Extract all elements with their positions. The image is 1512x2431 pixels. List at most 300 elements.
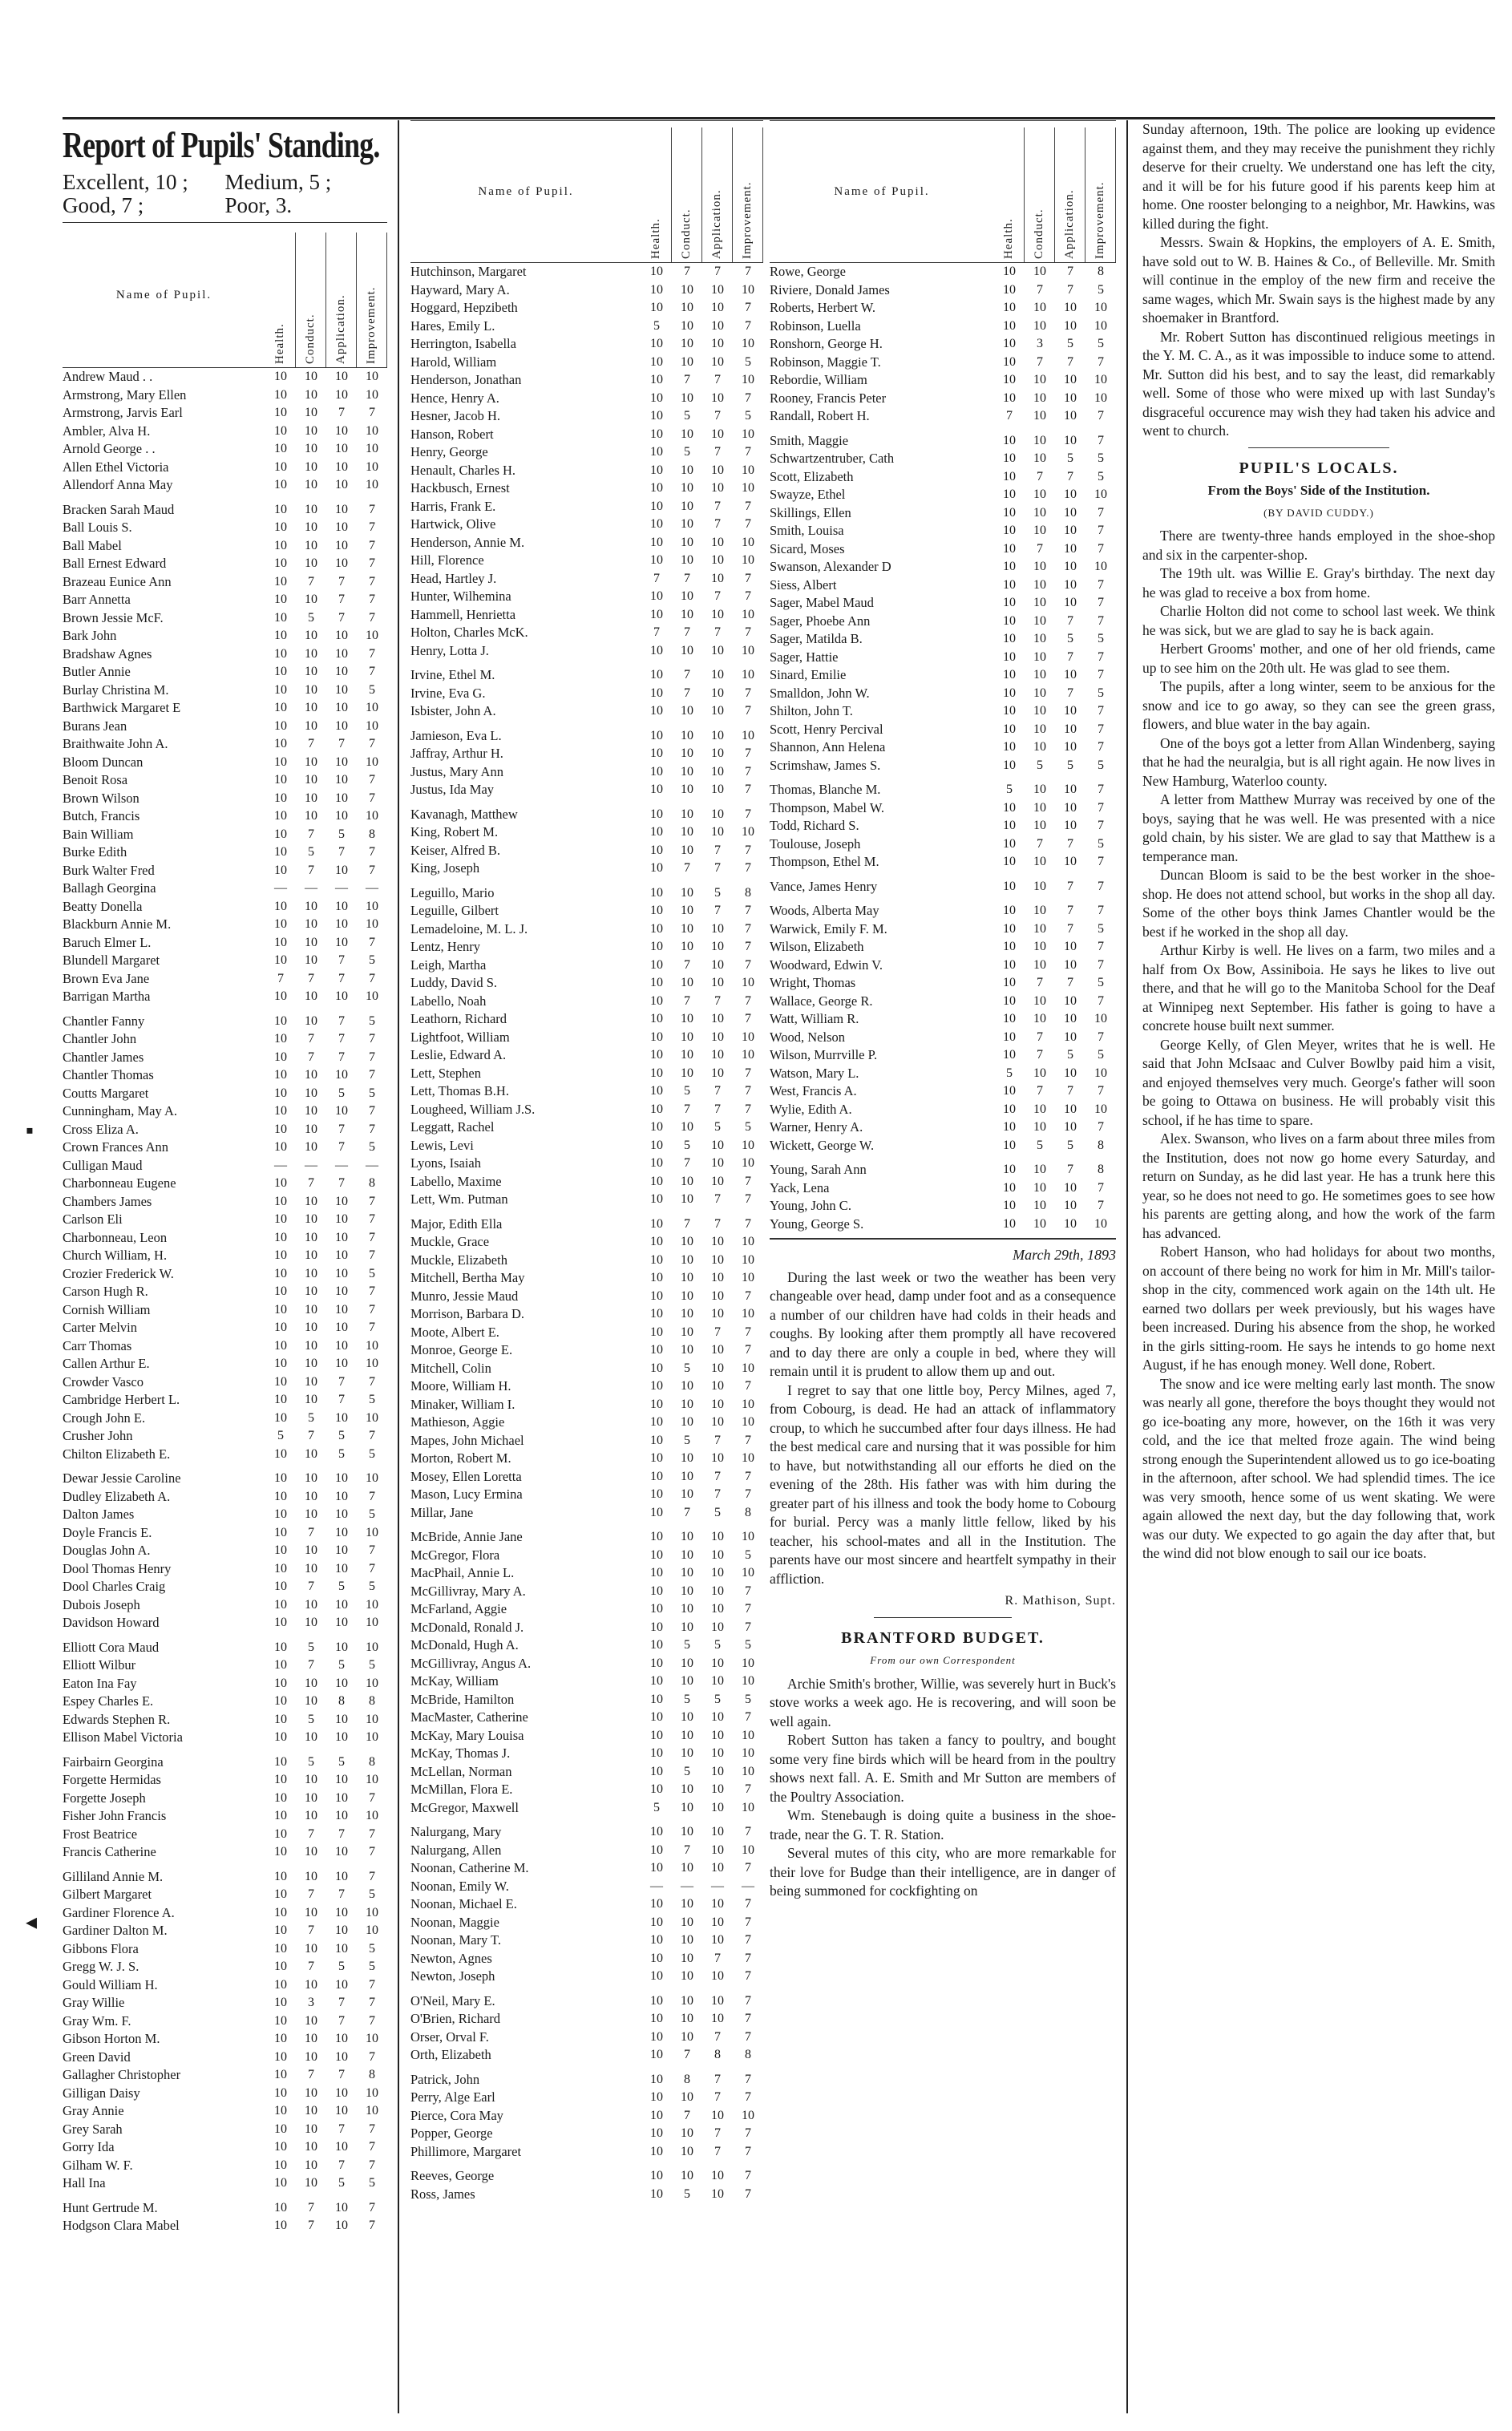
improvement-score: 7 (369, 1194, 375, 1208)
improvement-score: 7 (745, 921, 751, 936)
pupil-name: MacMaster, Catherine (410, 1709, 528, 1725)
pupil-name: Baruch Elmer L. (63, 934, 152, 950)
pupil-name: Muckle, Grace (410, 1234, 490, 1249)
conduct-score: 10 (1033, 800, 1046, 815)
pupil-name: Perry, Alge Earl (410, 2089, 495, 2105)
application-score: 7 (338, 1887, 345, 1901)
table-row (410, 2089, 763, 2107)
conduct-score: 10 (1033, 819, 1046, 832)
improvement-score: 10 (366, 917, 378, 931)
application-score: 5 (714, 1505, 721, 1519)
conduct-score: 10 (305, 1446, 317, 1461)
pupil-name: Barr Annetta (63, 592, 131, 607)
table-row (63, 2066, 387, 2085)
health-score: 10 (650, 1602, 663, 1616)
improvement-score: 7 (745, 957, 751, 972)
health-score: 10 (274, 387, 287, 402)
health-score: 10 (274, 1754, 287, 1769)
pupil-name: Noonan, Mary T. (410, 1932, 502, 1948)
pupil-name: Gray Wm. F. (63, 2012, 131, 2029)
pupil-name: Braithwaite John A. (63, 736, 168, 751)
improvement-score: 7 (369, 791, 375, 805)
improvement-score: 7 (369, 1429, 375, 1442)
pupil-name: King, Joseph (410, 860, 480, 876)
pupil-name: Carter Melvin (63, 1320, 138, 1335)
table-row (770, 993, 1116, 1011)
conduct-score: 10 (681, 1728, 693, 1742)
pupil-name: Leguillo, Mario (410, 884, 495, 900)
pupil-name: Crowder Vasco (63, 1373, 144, 1389)
conduct-score: 10 (305, 370, 317, 383)
application-score: 10 (335, 1471, 348, 1485)
improvement-score: 7 (745, 1969, 751, 1983)
improvement-score: 7 (369, 1543, 375, 1557)
table-row (63, 1030, 387, 1049)
improvement-score: 7 (369, 1869, 375, 1883)
improvement-score: 10 (366, 2104, 378, 2118)
table-row (63, 771, 387, 790)
pupil-name: Hanson, Robert (410, 426, 494, 442)
health-score: 10 (1003, 524, 1016, 537)
conduct-score: 8 (684, 2072, 690, 2086)
conduct-score: 10 (305, 1374, 317, 1389)
health-score: 10 (1003, 1216, 1016, 1231)
improvement-score: 7 (369, 1489, 375, 1503)
pupil-name: Butler Annie (63, 664, 131, 679)
table-row (63, 1427, 387, 1446)
pupil-name: Hunter, Wilhemina (410, 589, 511, 604)
application-score: 10 (335, 1489, 348, 1503)
table-row (63, 1675, 387, 1693)
pupil-name: Lett, Thomas B.H. (410, 1083, 509, 1098)
conduct-score: 10 (681, 1343, 693, 1357)
improvement-score: 7 (369, 1374, 375, 1389)
conduct-score: 10 (681, 1379, 693, 1393)
improvement-score: 7 (745, 1584, 751, 1598)
application-score: 10 (1064, 800, 1077, 815)
pupil-name: Chantler James (63, 1049, 144, 1065)
table-row (770, 281, 1116, 300)
table-row (770, 1137, 1116, 1155)
application-score: 10 (711, 1584, 724, 1598)
conduct-score: 10 (681, 1252, 693, 1267)
brantford-headline: BRANTFORD BUDGET. (841, 1628, 1045, 1647)
health-score: 10 (274, 1773, 287, 1786)
application-score: 5 (338, 1580, 345, 1593)
table-row (63, 423, 387, 441)
table-row (63, 988, 387, 1006)
health-score: 10 (650, 2144, 663, 2158)
application-score: 7 (714, 1102, 721, 1116)
application-score: 8 (714, 2048, 721, 2061)
conduct-score: 10 (681, 1029, 693, 1044)
application-score: 5 (714, 1120, 721, 1134)
application-score: 7 (714, 861, 721, 875)
pupil-name: Reeves, George (410, 2168, 495, 2183)
locals-paragraph: Arthur Kirby is well. He lives on a farm, two miles and a half from Ox Bow, Assiniboia. He says he likes to live out there, and that he will go to the Manitoba School for the Deaf at Winnipeg next September. His father is going to have a concrete house built next summer. (1142, 942, 1495, 1033)
health-score: 10 (274, 1694, 287, 1708)
application-score: — (335, 1158, 348, 1172)
improvement-score: 10 (1094, 487, 1107, 501)
table-row (410, 745, 763, 763)
table-row (410, 2186, 763, 2204)
table-row (410, 1691, 763, 1709)
pupil-name: Bracken Sarah Maud (63, 501, 175, 517)
health-score: 10 (650, 940, 663, 953)
improvement-score: 7 (745, 686, 751, 700)
health-score: 10 (650, 1861, 663, 1875)
table-row (410, 1504, 763, 1523)
health-score: 10 (274, 538, 287, 552)
pupil-name: Ball Louis S. (63, 520, 132, 535)
improvement-score: 7 (1098, 957, 1104, 972)
health-score: 10 (274, 1977, 287, 1992)
application-score: 10 (335, 2104, 348, 2118)
improvement-score: 7 (369, 1561, 375, 1575)
health-score: 10 (650, 535, 663, 549)
conduct-score: 10 (305, 1790, 317, 1805)
improvement-score: 5 (1098, 282, 1104, 297)
improvement-score: 7 (745, 861, 751, 875)
improvement-score: 10 (742, 976, 754, 989)
improvement-score: 10 (1094, 1012, 1107, 1025)
scale-excellent: Excellent, 10 ; (63, 170, 188, 194)
conduct-score: 10 (681, 2126, 693, 2140)
health-score: 10 (274, 2140, 287, 2154)
divider (874, 1617, 1013, 1618)
pupil-name: Allendorf Anna May (63, 477, 173, 492)
improvement-score: 7 (1098, 596, 1104, 609)
locals-paragraph: Robert Hanson, who had holidays for about two months, on account of there being no work for him in Mr. Mill's tailor-shop in the city, commenced work again on the 14th ult. He earned two dollars per week previously, but his wages have been increased. During his absence from the shop, he worked in the girls sitting-room. He says he intends to go home next August, if he has enough money. Well done, Robert. (1142, 1244, 1495, 1373)
table-row (410, 1878, 763, 1896)
health-score: 10 (274, 478, 287, 491)
improvement-score: 7 (1098, 577, 1104, 592)
health-score: 10 (650, 481, 663, 495)
application-score: 10 (711, 1012, 724, 1025)
health-score: 10 (1003, 819, 1016, 832)
pupil-name: Grey Sarah (63, 2121, 123, 2137)
application-score: 10 (711, 668, 724, 682)
conduct-score: 7 (684, 625, 690, 639)
health-score: 10 (274, 1284, 287, 1298)
pupil-name: Lett, Wm. Putman (410, 1191, 508, 1207)
pupil-name: Brown Wilson (63, 790, 139, 806)
pupil-name: Gardiner Florence A. (63, 1904, 175, 1920)
health-score: 10 (274, 1658, 287, 1672)
conduct-score: — (305, 1158, 317, 1172)
health-score: 10 (274, 2158, 287, 2172)
pupil-name: Kavanagh, Matthew (410, 806, 518, 822)
table-row (410, 1269, 763, 1288)
application-score: 7 (338, 1122, 345, 1136)
table-row (410, 1600, 763, 1619)
improvement-score: 10 (742, 1530, 754, 1543)
improvement-score: 7 (1098, 1199, 1104, 1212)
health-score: 10 (274, 1068, 287, 1082)
conduct-score: 10 (305, 2176, 317, 2190)
conduct-score: 7 (308, 2068, 314, 2081)
pupil-name: Ronshorn, George H. (770, 336, 883, 351)
table-row (410, 1486, 763, 1504)
locals-paragraph: One of the boys got a letter from Allan Windenberg, saying that he had the neuralgia, but is all right again. He now lives in New Hamburg, Waterloo county. (1142, 734, 1495, 789)
standing-table-3 (770, 263, 1116, 1233)
application-score: 10 (711, 1602, 724, 1616)
application-score: 10 (711, 825, 724, 839)
application-score: 7 (338, 1176, 345, 1190)
conduct-score: 10 (305, 1489, 317, 1503)
pupil-name: Dool Thomas Henry (63, 1560, 172, 1576)
application-score: 10 (711, 1156, 724, 1170)
health-score: 10 (1003, 940, 1016, 953)
application-score: 7 (714, 265, 721, 278)
table-row (410, 860, 763, 878)
table-row (63, 1373, 387, 1392)
pupil-name: Gibbons Flora (63, 1940, 139, 1956)
improvement-score: 7 (369, 593, 375, 606)
health-score: 10 (650, 390, 663, 405)
application-score: 10 (711, 1361, 724, 1375)
improvement-score: 10 (742, 1451, 754, 1465)
health-score: 10 (650, 1048, 663, 1062)
health-score: 10 (274, 1905, 287, 1919)
improvement-score: 7 (745, 589, 751, 603)
improvement-score: 10 (742, 463, 754, 477)
health-score: 10 (1003, 704, 1016, 718)
improvement-score: 5 (1098, 976, 1104, 989)
conduct-score: 10 (681, 318, 693, 333)
application-score: 5 (1067, 451, 1073, 465)
conduct-score: 10 (305, 718, 317, 733)
conduct-score: 10 (681, 1048, 693, 1062)
scale-good: Good, 7 ; (63, 193, 144, 217)
health-score: 10 (650, 957, 663, 972)
improvement-score: 7 (745, 1325, 751, 1339)
table-row (770, 1197, 1116, 1216)
application-score: 7 (338, 2068, 345, 2081)
table-header (410, 120, 763, 263)
conduct-score: 10 (305, 899, 317, 913)
health-score: 10 (274, 701, 287, 714)
improvement-score: 7 (1098, 904, 1104, 917)
improvement-score: 10 (366, 701, 378, 714)
table-row (410, 1137, 763, 1155)
conduct-score: 5 (308, 1640, 314, 1654)
pupil-name: Crough John E. (63, 1410, 146, 1426)
application-score: 10 (335, 1543, 348, 1557)
table-row (770, 685, 1116, 703)
pupil-name: Hammell, Henrietta (410, 606, 516, 622)
pupil-name: Lougheed, William J.S. (410, 1101, 536, 1117)
pupil-name: Forgette Joseph (63, 1790, 146, 1806)
application-score: 10 (711, 976, 724, 989)
application-score: 10 (711, 1066, 724, 1080)
pupil-name: Todd, Richard S. (770, 818, 859, 833)
pupil-name: Hall Ina (63, 2175, 106, 2190)
conduct-score: 10 (305, 1068, 317, 1082)
header-health: Health. (265, 233, 296, 367)
application-score: 10 (711, 1451, 724, 1465)
table-row (410, 1763, 763, 1782)
application-score: 7 (714, 1469, 721, 1483)
improvement-score: 7 (1098, 354, 1104, 369)
improvement-score: 7 (745, 625, 751, 639)
improvement-score: 7 (745, 2090, 751, 2104)
application-score: 7 (1067, 469, 1073, 483)
improvement-score: 7 (1098, 1029, 1104, 1044)
health-score: 10 (1003, 487, 1016, 501)
health-score: 10 (1003, 390, 1016, 405)
conduct-score: 10 (681, 517, 693, 531)
improvement-score: 10 (366, 1730, 378, 1744)
health-score: 10 (650, 1692, 663, 1706)
table-row (410, 606, 763, 625)
health-score: 10 (1003, 577, 1016, 592)
application-score: 10 (711, 1915, 724, 1929)
conduct-score: 10 (305, 1773, 317, 1786)
standing-column-3 (770, 120, 1116, 1901)
application-score: 7 (1067, 976, 1073, 989)
application-score: 10 (335, 754, 348, 769)
conduct-score: 10 (681, 427, 693, 441)
health-score: 10 (274, 1446, 287, 1461)
application-score: 10 (1064, 524, 1077, 537)
health-score: 10 (274, 2085, 287, 2100)
application-score: 7 (714, 1951, 721, 1965)
pupil-name: Hodgson Clara Mabel (63, 2218, 180, 2233)
pupil-name: Hartwick, Olive (410, 516, 496, 532)
health-score: 10 (274, 1410, 287, 1425)
pupil-name: Monroe, George E. (410, 1342, 513, 1357)
health-score: 10 (1003, 560, 1016, 573)
application-score: 7 (1067, 1084, 1073, 1098)
application-score: 7 (714, 843, 721, 857)
column-rule (398, 120, 399, 2413)
table-row (410, 263, 763, 281)
conduct-score: 10 (1033, 524, 1046, 537)
conduct-score: 7 (308, 971, 314, 985)
application-score: 10 (335, 863, 348, 877)
pupil-name: Hayward, Mary A. (410, 281, 510, 297)
improvement-score: 7 (745, 904, 751, 917)
improvement-score: 10 (366, 1773, 378, 1786)
conduct-score: 7 (684, 1102, 690, 1116)
application-score: 10 (1064, 409, 1077, 423)
table-row (770, 902, 1116, 920)
table-row (410, 516, 763, 534)
conduct-score: 10 (681, 1993, 693, 2008)
pupil-name: Watt, William R. (770, 1011, 859, 1026)
pupil-name: Leathorn, Richard (410, 1011, 507, 1026)
conduct-score: 10 (681, 643, 693, 657)
application-score: 7 (714, 373, 721, 386)
table-row (410, 1799, 763, 1818)
improvement-score: 7 (369, 1321, 375, 1334)
table-row (63, 459, 387, 477)
improvement-score: 7 (745, 2029, 751, 2044)
health-score: 10 (1003, 1120, 1016, 1134)
table-row (410, 299, 763, 318)
application-score: 10 (335, 1640, 348, 1654)
application-score: 7 (1067, 354, 1073, 369)
health-score: 10 (650, 861, 663, 875)
conduct-score: 10 (681, 1307, 693, 1321)
table-row (770, 817, 1116, 835)
improvement-score: 10 (366, 2032, 378, 2045)
table-row (63, 1283, 387, 1301)
improvement-score: 7 (1098, 879, 1104, 893)
health-score: 10 (650, 704, 663, 718)
table-row (63, 970, 387, 989)
health-score: 10 (650, 807, 663, 821)
conduct-score: 10 (681, 1969, 693, 1983)
pupil-name: Wylie, Edith A. (770, 1101, 852, 1117)
pupil-name: Young, George S. (770, 1216, 864, 1232)
conduct-score: 10 (681, 2012, 693, 2025)
improvement-score: 10 (1094, 560, 1107, 573)
pupil-name: Scrimshaw, James S. (770, 757, 881, 773)
application-score: 10 (711, 282, 724, 297)
conduct-score: 7 (684, 373, 690, 386)
table-row (410, 407, 763, 426)
health-score: 10 (274, 1176, 287, 1190)
application-score: 10 (1064, 722, 1077, 736)
health-score: 10 (650, 1487, 663, 1501)
conduct-score: 10 (305, 1597, 317, 1612)
pupil-name: Coutts Margaret (63, 1085, 149, 1101)
health-score: 10 (1003, 1029, 1016, 1044)
table-row (63, 934, 387, 953)
pupil-name: Gray Willie (63, 1995, 125, 2010)
improvement-score: 7 (1098, 819, 1104, 832)
improvement-score: 7 (369, 1068, 375, 1082)
improvement-score: 5 (369, 1507, 375, 1521)
health-score: 10 (1003, 505, 1016, 520)
conduct-score: 7 (1037, 976, 1043, 989)
application-score: 7 (714, 589, 721, 603)
conduct-score: 10 (305, 1941, 317, 1956)
pupil-name: Isbister, John A. (410, 703, 496, 718)
application-score: 10 (335, 1597, 348, 1612)
header-improvement: Improvement. (733, 127, 763, 262)
improvement-score: 7 (745, 1288, 751, 1303)
health-score: 10 (650, 843, 663, 857)
pupil-name: Burans Jean (63, 718, 127, 734)
table-row (410, 884, 763, 903)
table-row (770, 540, 1116, 559)
application-score: 10 (711, 921, 724, 936)
application-score: 10 (335, 665, 348, 678)
conduct-score: 7 (308, 2200, 314, 2215)
improvement-score: 7 (745, 517, 751, 531)
health-score: 10 (650, 1252, 663, 1267)
improvement-score: 8 (745, 885, 751, 900)
application-score: 10 (711, 1271, 724, 1284)
conduct-score: 10 (1033, 1180, 1046, 1195)
pupil-name: Burke Edith (63, 844, 127, 860)
improvement-score: 8 (369, 1176, 375, 1190)
column-rule (1126, 120, 1128, 2413)
health-score: 10 (650, 783, 663, 796)
pupil-name: Bain William (63, 826, 134, 842)
application-score: 10 (711, 1547, 724, 1562)
table-row (770, 1179, 1116, 1198)
conduct-score: 10 (305, 1471, 317, 1485)
application-score: 10 (711, 2169, 724, 2182)
application-score: 10 (711, 764, 724, 779)
pupil-name: Ball Ernest Edward (63, 556, 167, 571)
improvement-score: 7 (745, 1174, 751, 1188)
application-score: 10 (335, 1869, 348, 1883)
